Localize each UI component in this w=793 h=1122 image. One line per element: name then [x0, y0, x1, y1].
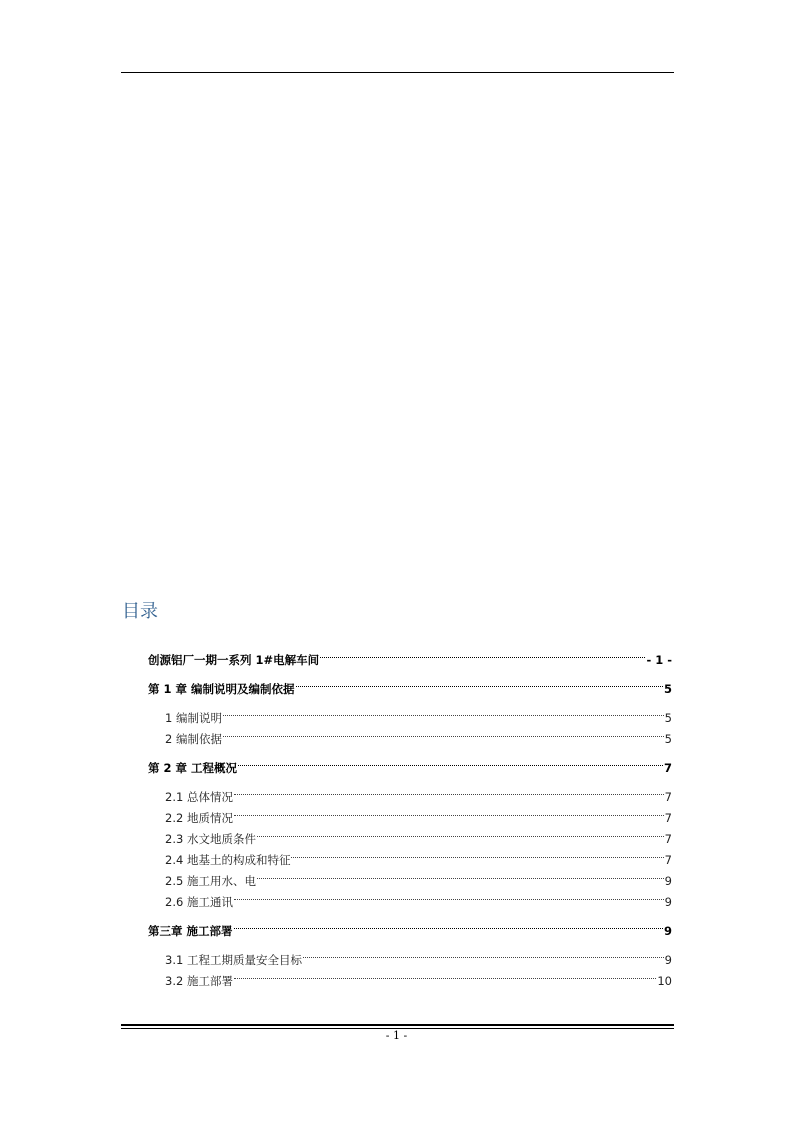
toc-leader-dots [320, 643, 645, 664]
toc-leader-dots [223, 722, 664, 743]
toc-leader-dots [234, 780, 664, 801]
toc-leader-dots [234, 914, 663, 935]
toc-entry-page: 7 [664, 832, 672, 846]
toc-entry-title: 2.6 施工通讯 [165, 895, 233, 909]
toc-entry-page: - 1 - [646, 653, 672, 667]
toc-entry[interactable] [148, 780, 672, 804]
toc-entry[interactable] [148, 722, 672, 746]
table-of-contents [148, 643, 672, 988]
toc-entry-title: 2 编制依据 [165, 732, 222, 746]
page-number: - 1 - [385, 1029, 408, 1042]
header-rule [121, 72, 674, 73]
toc-entry[interactable] [148, 943, 672, 967]
toc-entry-title: 3.2 施工部署 [165, 974, 233, 988]
toc-entry-page: 9 [664, 895, 672, 909]
toc-entry-title: 2.3 水文地质条件 [165, 832, 256, 846]
toc-entry[interactable] [148, 672, 672, 696]
toc-leader-dots [257, 822, 664, 843]
toc-leader-dots [234, 964, 656, 985]
toc-entry-title: 1 编制说明 [165, 711, 222, 725]
toc-leader-dots [257, 864, 664, 885]
toc-leader-dots [234, 885, 664, 906]
toc-leader-dots [234, 801, 664, 822]
toc-entry-title: 2.5 施工用水、电 [165, 874, 256, 888]
toc-entry-title: 第三章 施工部署 [148, 924, 233, 938]
toc-leader-dots [238, 751, 663, 772]
toc-entry-title: 第 2 章 工程概况 [148, 761, 238, 775]
toc-entry-page: 7 [664, 853, 672, 867]
toc-entry[interactable] [148, 751, 672, 775]
toc-entry-title: 2.2 地质情况 [165, 811, 233, 825]
toc-heading: 目录 [122, 601, 158, 622]
toc-entry-page: 9 [664, 874, 672, 888]
toc-entry-page: 5 [663, 682, 672, 696]
toc-entry-page: 5 [664, 732, 672, 746]
toc-entry-page: 9 [664, 953, 672, 967]
toc-leader-dots [303, 943, 664, 964]
toc-entry[interactable] [148, 701, 672, 725]
toc-entry-title: 创源铝厂一期一系列 1#电解车间 [148, 653, 320, 667]
toc-entry-title: 2.1 总体情况 [165, 790, 233, 804]
toc-leader-dots [296, 672, 663, 693]
toc-leader-dots [223, 701, 664, 722]
toc-entry-title: 3.1 工程工期质量安全目标 [165, 953, 302, 967]
toc-entry[interactable] [148, 914, 672, 938]
toc-entry-title: 2.4 地基土的构成和特征 [165, 853, 291, 867]
toc-entry-page: 5 [664, 711, 672, 725]
footer-rule [121, 1024, 674, 1026]
toc-entry[interactable] [148, 643, 672, 667]
toc-entry-page: 10 [657, 974, 672, 988]
toc-leader-dots [291, 843, 663, 864]
toc-entry-page: 9 [663, 924, 672, 938]
toc-entry-page: 7 [663, 761, 672, 775]
toc-entry-page: 7 [664, 790, 672, 804]
toc-entry-page: 7 [664, 811, 672, 825]
toc-entry-title: 第 1 章 编制说明及编制依据 [148, 682, 295, 696]
